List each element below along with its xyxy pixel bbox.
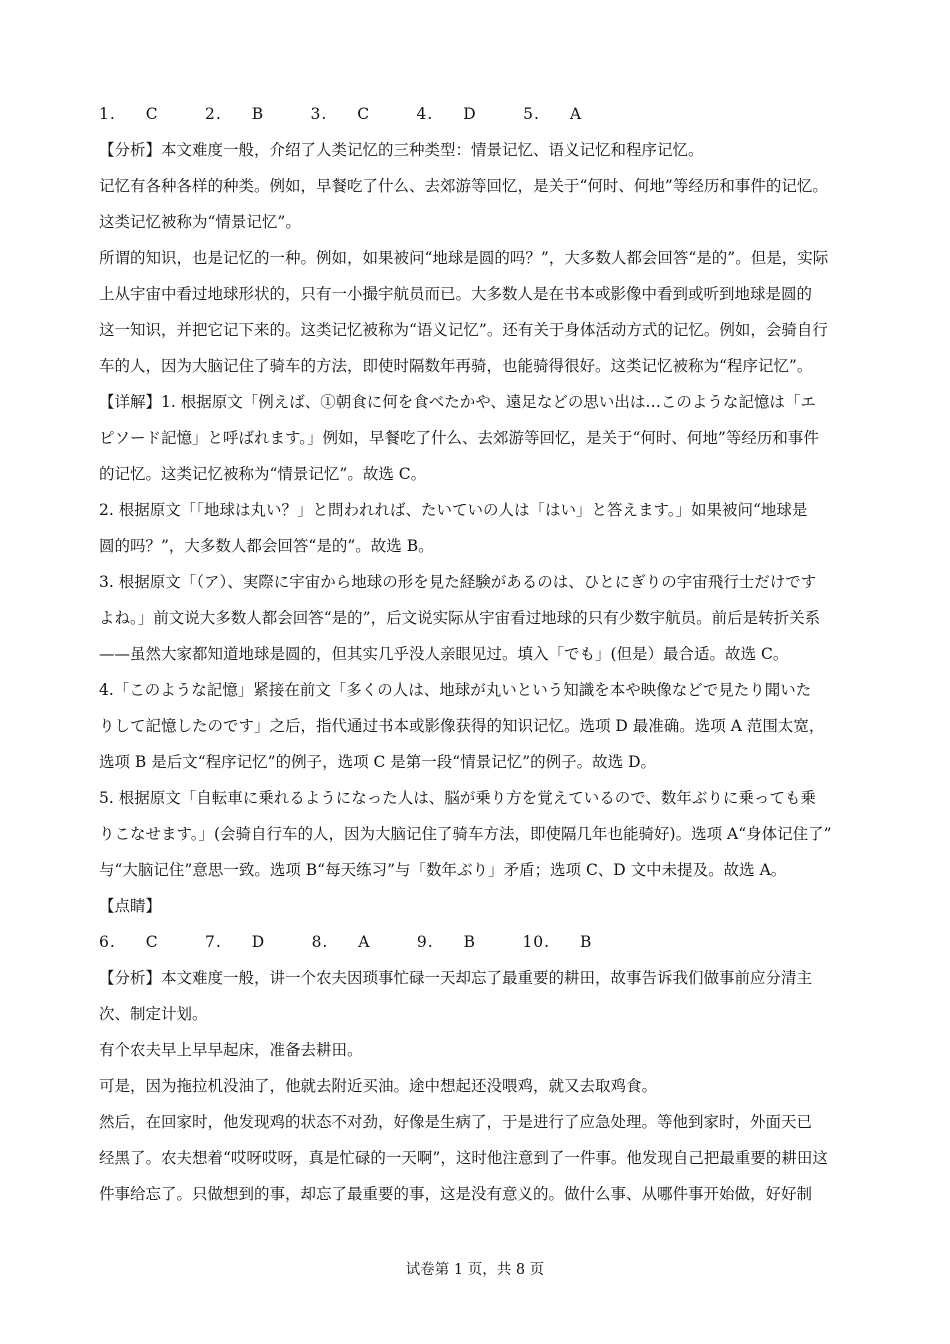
detail-heading-1: 【详解】1. 根据原文「例えば、①朝食に何を食べたかや、遠足などの思い出は…このような記憶は「エ bbox=[99, 393, 816, 411]
text-line: ——虽然大家都知道地球是圆的，但其实几乎没人亲眼见过。填入「でも」(但是）最合适。故选 C。 bbox=[99, 645, 789, 663]
text-line: 车的人，因为大脑记住了骑车的方法，即使时隔数年再骑，也能骑得很好。这类记忆被称为“程序记忆”。 bbox=[99, 357, 813, 375]
text-line: ピソード記憶」と呼ばれます。」例如，早餐吃了什么、去郊游等回忆，是关于“何时、何地”等经历和事件 bbox=[99, 429, 819, 447]
analysis-heading-1: 【分析】本文难度一般，介绍了人类记忆的三种类型：情景记忆、语义记忆和程序记忆。 bbox=[99, 141, 704, 159]
text-line: 圆的吗？”，大多数人都会回答“是的”。故选 B。 bbox=[99, 537, 434, 555]
text-line: 次、制定计划。 bbox=[99, 1005, 208, 1023]
text-line: 记忆有各种各样的种类。例如，早餐吃了什么、去郊游等回忆，是关于“何时、何地”等经历和事件的记忆。 bbox=[99, 177, 828, 195]
text-line: 上从宇宙中看过地球形状的，只有一小撮宇航员而已。大多数人是在书本或影像中看到或听到地球是圆的 bbox=[99, 285, 813, 303]
text-line: 然后，在回家时，他发现鸡的状态不对劲，好像是生病了，于是进行了应急处理。等他到家时，外面天已 bbox=[99, 1113, 813, 1131]
text-line: 经黑了。农夫想着“哎呀哎呀，真是忙碌的一天啊”，这时他注意到了一件事。他发现自己把最重要的耕田这 bbox=[99, 1149, 828, 1167]
text-line: 与“大脑记住”意思一致。选项 B“每天练习”与「数年ぶり」矛盾；选项 C、D 文中未提及。故选 A。 bbox=[99, 861, 787, 879]
text-line: よね。」前文说大多数人都会回答“是的”，后文说实际从宇宙看过地球的只有少数宇航员。前后是转折关系 bbox=[99, 609, 821, 627]
text-line: 这类记忆被称为“情景记忆”。 bbox=[99, 213, 301, 231]
answer-key-1-5: 1. C 2. B 3. C 4. D 5. A bbox=[99, 105, 583, 123]
answer-explanation-text bbox=[99, 96, 859, 1212]
text-line: 件事给忘了。只做想到的事，却忘了最重要的事，这是没有意义的。做什么事、从哪件事开始做，好好制 bbox=[99, 1185, 813, 1203]
explanation-5: 5. 根据原文「自転車に乗れるようになった人は、脳が乗り方を覚えているので、数年ぶりに乗っても乗 bbox=[99, 789, 816, 807]
explanation-2: 2. 根据原文「「地球は丸い？」と問われれば、たいていの人は「はい」と答えます。」如果被问“地球是 bbox=[99, 501, 808, 519]
text-line: 有个农夫早上早早起床，准备去耕田。 bbox=[99, 1041, 363, 1059]
answer-key-6-10: 6. C 7. D 8. A 9. B 10. B bbox=[99, 933, 593, 951]
explanation-4: 4.「このような記憶」紧接在前文「多くの人は、地球が丸いという知識を本や映像などで見たり聞いた bbox=[99, 681, 812, 699]
text-line: 可是，因为拖拉机没油了，他就去附近买油。途中想起还没喂鸡，就又去取鸡食。 bbox=[99, 1077, 658, 1095]
text-line: りこなせます。」(会骑自行车的人，因为大脑记住了骑车方法，即使隔几年也能骑好)。选项 A“身体记住了” bbox=[99, 825, 832, 843]
text-line: 这一知识，并把它记下来的。这类记忆被称为“语义记忆”。还有关于身体活动方式的记忆。例如，会骑自行 bbox=[99, 321, 828, 339]
explanation-3: 3. 根据原文「（ア）、実際に宇宙から地球の形を見た経験があるのは、ひとにぎりの宇宙飛行士だけです bbox=[99, 573, 817, 591]
key-point-heading: 【点睛】 bbox=[99, 897, 162, 915]
text-line: りして記憶したのです」之后，指代通过书本或影像获得的知识记忆。选项 D 最准确。选项 A 范围太宽， bbox=[99, 717, 825, 735]
page-footer: 试卷第 1 页，共 8 页 bbox=[405, 1262, 545, 1278]
text-line: 所谓的知识，也是记忆的一种。例如，如果被问“地球是圆的吗？”，大多数人都会回答“是的”。但是，实际 bbox=[99, 249, 829, 267]
text-line: 的记忆。这类记忆被称为“情景记忆”。故选 C。 bbox=[99, 465, 427, 483]
text-line: 选项 B 是后文“程序记忆”的例子，选项 C 是第一段“情景记忆”的例子。故选 D。 bbox=[99, 753, 657, 771]
analysis-heading-2: 【分析】本文难度一般，讲一个农夫因琐事忙碌一天却忘了最重要的耕田，故事告诉我们做事前应分清主 bbox=[99, 969, 813, 987]
